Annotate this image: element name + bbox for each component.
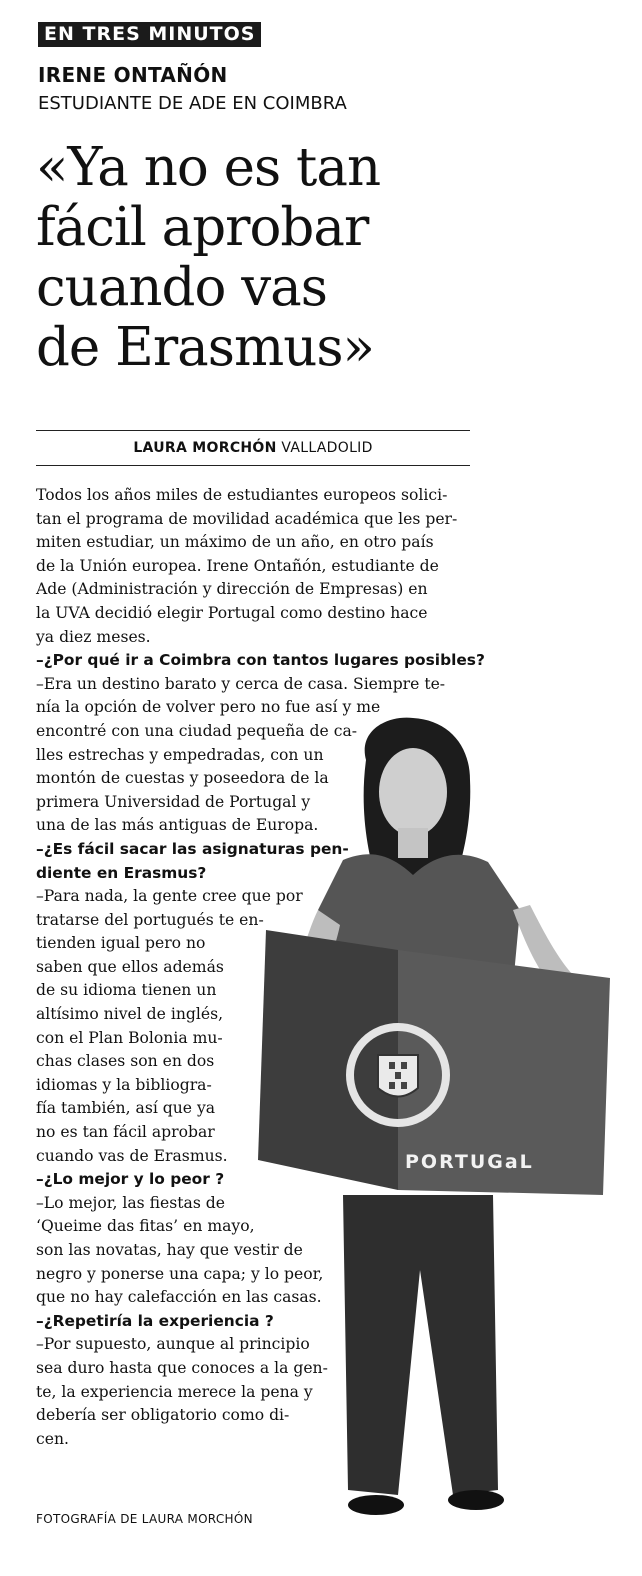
interview-question: –¿Es fácil sacar las asignaturas pen-: [36, 839, 349, 858]
body-line: nía la opción de volver pero no fue así y me: [36, 698, 381, 717]
flag-text: PORTUGaL: [405, 1151, 534, 1173]
photo-credit: FOTOGRAFÍA DE LAURA MORCHÓN: [36, 1512, 253, 1526]
body-line: cen.: [36, 1429, 69, 1448]
headline-line: de Erasmus»: [36, 317, 374, 378]
byline-rule-bottom: [36, 465, 470, 466]
body-line: sea duro hasta que conoces a la gen-: [36, 1358, 328, 1377]
byline: [36, 440, 470, 456]
left-shoe-shape: [348, 1495, 404, 1515]
interview-question: –¿Por qué ir a Coimbra con tantos lugares posibles?: [36, 651, 485, 670]
body-line: no es tan fácil aprobar: [36, 1123, 215, 1142]
body-line: negro y ponerse una capa; y lo peor,: [36, 1264, 324, 1283]
headline-line: cuando vas: [36, 257, 327, 318]
body-line: encontré con una ciudad pequeña de ca-: [36, 721, 358, 740]
body-line: –Para nada, la gente cree que por: [36, 887, 303, 906]
body-line: –Lo mejor, las fiestas de: [36, 1193, 225, 1212]
body-line: de su idioma tienen un: [36, 981, 217, 1000]
body-line: con el Plan Bolonia mu-: [36, 1028, 223, 1047]
byline-location: VALLADOLID: [281, 440, 373, 456]
body-line: ya diez meses.: [36, 627, 151, 646]
body-line: montón de cuestas y poseedora de la: [36, 769, 329, 788]
interviewee-name: IRENE ONTAÑÓN: [38, 63, 228, 87]
body-line: lles estrechas y empedradas, con un: [36, 745, 324, 764]
interview-question: –¿Lo mejor y lo peor ?: [36, 1170, 225, 1189]
byline-rule-top: [36, 430, 470, 431]
headline: [36, 138, 456, 378]
body-line: chas clases son en dos: [36, 1052, 215, 1071]
body-line: debería ser obligatorio como di-: [36, 1406, 290, 1425]
interviewee-role: ESTUDIANTE DE ADE EN COIMBRA: [38, 93, 347, 114]
body-line: altísimo nivel de inglés,: [36, 1005, 224, 1024]
body-line: te, la experiencia merece la pena y: [36, 1382, 313, 1401]
body-line: Ade (Administración y dirección de Empresas) en: [36, 580, 428, 599]
body-line: Todos los años miles de estudiantes europeos solici-: [36, 486, 448, 504]
body-line: –Por supuesto, aunque al principio: [36, 1335, 310, 1354]
body-line: –Era un destino barato y cerca de casa. Siempre te-: [36, 674, 446, 693]
body-line: de la Unión europea. Irene Ontañón, estudiante de: [36, 556, 439, 575]
body-line: cuando vas de Erasmus.: [36, 1146, 228, 1165]
headline-line: fácil aprobar: [36, 197, 369, 258]
body-line: fía también, así que ya: [36, 1099, 216, 1118]
body-line: miten estudiar, un máximo de un año, en otro país: [36, 533, 434, 552]
body-line: saben que ellos además: [36, 957, 224, 976]
body-line: tan el programa de movilidad académica que les per-: [36, 509, 458, 528]
right-shoe-shape: [448, 1490, 504, 1510]
body-line: primera Universidad de Portugal y: [36, 792, 311, 811]
headline-line: «Ya no es tan: [36, 137, 381, 198]
interview-question: –¿Repetiría la experiencia ?: [36, 1311, 274, 1330]
body-line: una de las más antiguas de Europa.: [36, 816, 319, 835]
body-line: que no hay calefacción en las casas.: [36, 1288, 322, 1307]
body-line: tienden igual pero no: [36, 934, 206, 953]
byline-author: LAURA MORCHÓN: [133, 440, 277, 456]
body-line: ‘Queime das fitas’ en mayo,: [36, 1217, 255, 1236]
body-line: son las novatas, hay que vestir de: [36, 1241, 303, 1259]
body-line: tratarse del portugués te en-: [36, 910, 264, 929]
article-body: [36, 484, 485, 1451]
body-line: la UVA decidió elegir Portugal como destino hace: [36, 603, 428, 622]
interview-question: diente en Erasmus?: [36, 863, 207, 882]
body-line: idiomas y la bibliogra-: [36, 1075, 212, 1094]
section-kicker: EN TRES MINUTOS: [38, 22, 261, 47]
